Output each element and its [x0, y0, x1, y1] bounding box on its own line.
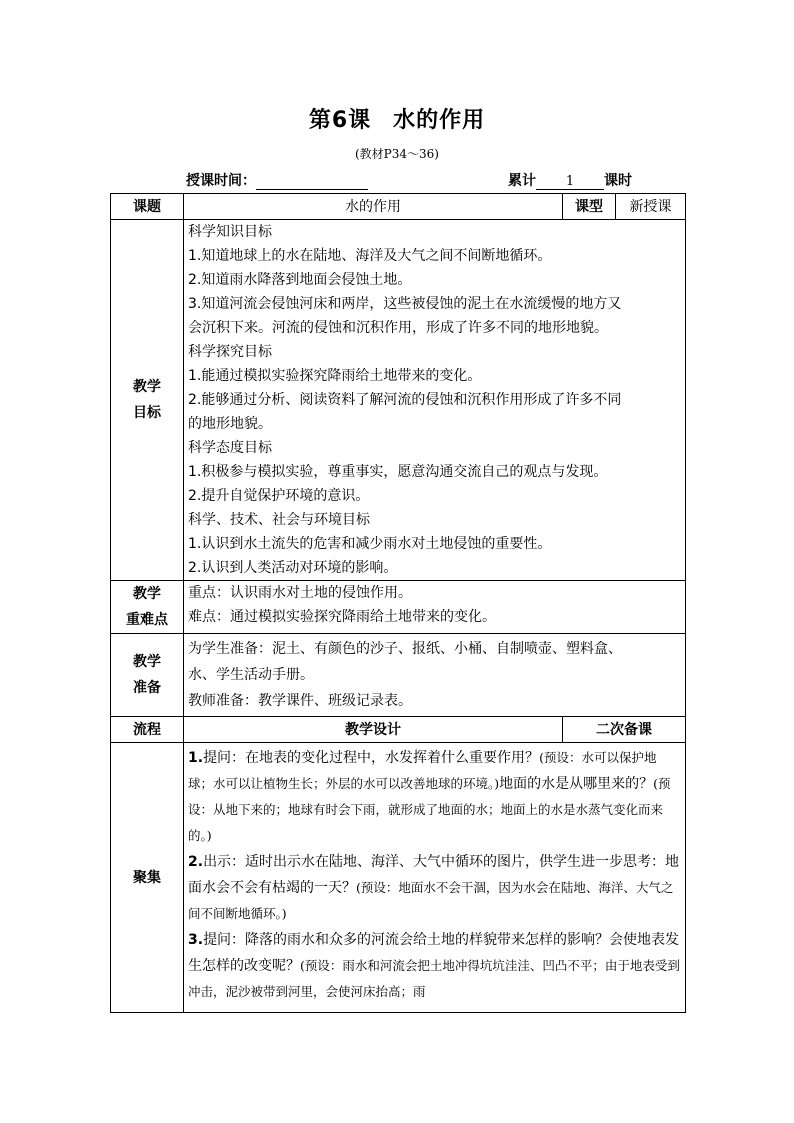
- flow-label: 流程: [111, 717, 184, 743]
- objectives-content: [184, 220, 686, 581]
- total-label: 累计: [508, 173, 536, 189]
- difficulty-content: [184, 581, 686, 634]
- focus-item-3: 3.提问：降落的雨水和众多的河流会给土地的样貌带来怎样的影响？会使地表发生怎样的改变呢？(预设：雨水和河流会把土地冲得坑坑洼洼、凹凸不平；由于地表受到冲击，泥沙被带到河里，会使河床抬高；雨: [188, 932, 680, 999]
- objective-item: 的地形地貌。: [188, 416, 272, 432]
- teaching-time: [186, 170, 368, 188]
- type-value: 新授课: [616, 194, 686, 220]
- objective-item: 3.知道河流会侵蚀河床和两岸，这些被侵蚀的泥土在水流缓慢的地方又: [188, 296, 622, 312]
- topic-label: 课题: [111, 194, 184, 220]
- lesson-number: 第6课: [308, 108, 372, 133]
- focus-item-2: 2.出示：适时出示水在陆地、海洋、大气中循环的图片，供学生进一步思考：地面水会不会有枯竭的一天？(预设：地面水不会干涸，因为水会在陆地、海洋、大气之间不间断地循环。): [188, 854, 680, 921]
- lesson-name: 水的作用: [393, 108, 486, 133]
- teaching-time-label: 授课时间：: [186, 173, 256, 189]
- objective-heading: 科学态度目标: [188, 440, 272, 456]
- objective-heading: 科学、技术、社会与环境目标: [188, 512, 370, 528]
- focus-text-clip: [188, 745, 681, 1011]
- prep-label: 教学 准备: [111, 634, 184, 717]
- objective-heading: 科学知识目标: [188, 224, 272, 240]
- teacher-prep: 教师准备：教学课件、班级记录表。: [188, 693, 412, 709]
- student-prep: 为学生准备：泥土、有颜色的沙子、报纸、小桶、自制喷壶、塑料盒、: [188, 641, 622, 657]
- objective-item: 2.认识到人类活动对环境的影响。: [188, 560, 398, 576]
- hard-point: 难点：通过模拟实验探究降雨给土地带来的变化。: [188, 609, 496, 625]
- page-title: [0, 103, 794, 134]
- objective-item: 2.提升自觉保护环境的意识。: [188, 488, 370, 504]
- objective-item: 1.积极参与模拟实验，尊重事实，愿意沟通交流自己的观点与发现。: [188, 464, 608, 480]
- design-label: 教学设计: [184, 717, 563, 743]
- difficulty-label: 教学 重难点: [111, 581, 184, 634]
- objective-heading: 科学探究目标: [188, 344, 272, 360]
- focus-content: [184, 743, 686, 1013]
- key-point: 重点：认识雨水对土地的侵蚀作用。: [188, 585, 412, 601]
- hours-label: 课时: [604, 173, 632, 189]
- objective-item: 2.能够通过分析、阅读资料了解河流的侵蚀和沉积作用形成了许多不同: [188, 392, 622, 408]
- focus-item-1: 1.提问：在地表的变化过程中，水发挥着什么重要作用？(预设：水可以保护地球；水可以让植物生长；外层的水可以改善地球的环境。)地面的水是从哪里来的？(预设：从地下来的；地球有时会下雨，就形成了地面的水；地面上的水是水蒸气变化而来的。): [188, 750, 671, 843]
- prep-content: [184, 634, 686, 717]
- prep-row: [111, 634, 686, 717]
- cumulative-hours: [508, 170, 632, 188]
- objectives-label: 教学 目标: [111, 220, 184, 581]
- objective-item: 2.知道雨水降落到地面会侵蚀土地。: [188, 272, 412, 288]
- teaching-time-blank: [256, 174, 368, 190]
- total-value: 1: [536, 174, 604, 190]
- objective-item: 1.认识到水土流失的危害和减少雨水对土地侵蚀的重要性。: [188, 536, 552, 552]
- objective-item: 1.知道地球上的水在陆地、海洋及大气之间不间断地循环。: [188, 248, 552, 264]
- topic-row: [111, 194, 686, 220]
- flow-header-row: [111, 717, 686, 743]
- type-label: 课型: [563, 194, 616, 220]
- second-prep-label: 二次备课: [563, 717, 686, 743]
- lesson-plan-table: [110, 193, 686, 1013]
- textbook-pages: (教材P34～36): [355, 147, 439, 161]
- difficulty-row: [111, 581, 686, 634]
- focus-row: [111, 743, 686, 1013]
- topic-value: 水的作用: [184, 194, 563, 220]
- focus-label: 聚集: [111, 743, 184, 1013]
- student-prep-cont: 水、学生活动手册。: [188, 667, 314, 683]
- objective-item: 1.能通过模拟实验探究降雨给土地带来的变化。: [188, 368, 482, 384]
- objectives-row: [111, 220, 686, 581]
- objective-item: 会沉积下来。河流的侵蚀和沉积作用，形成了许多不同的地形地貌。: [188, 320, 608, 336]
